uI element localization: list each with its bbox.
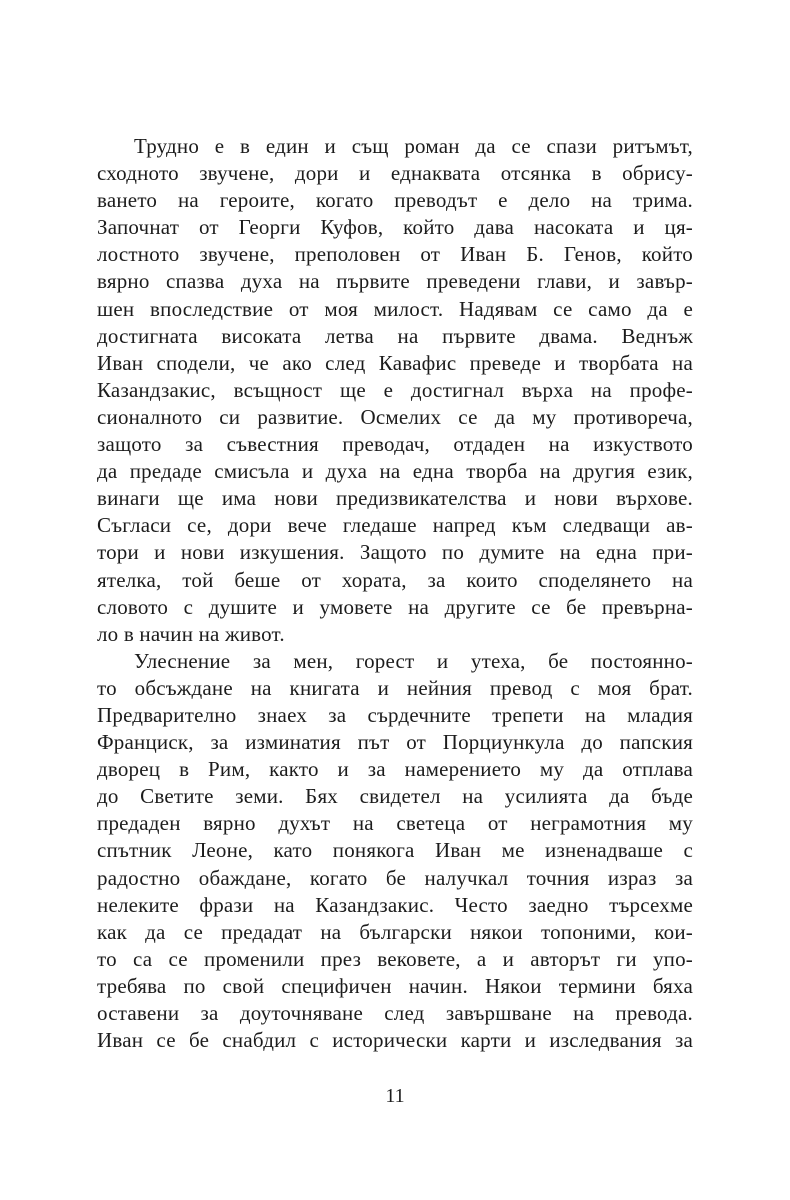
body-text	[97, 133, 693, 1054]
page-number: 11	[385, 1085, 405, 1107]
text-line: нелеките фрази на Казандзакис. Често заедно търсехме	[97, 892, 693, 917]
text-line: ването на героите, когато преводът е дело на трима.	[97, 188, 693, 213]
text-line: требява по свой специфичен начин. Някои термини бяха	[97, 973, 693, 998]
text-line: шен впоследствие от моя милост. Надявам се само да е	[97, 296, 693, 321]
text-line: Предварително знаех за сърдечните трепети на младия	[97, 702, 693, 727]
text-line: Иван се бе снабдил с исторически карти и изследвания за	[97, 1028, 693, 1053]
text-line: до Светите земи. Бях свидетел на усилията да бъде	[97, 784, 693, 809]
text-line: Франциск, за изминатия път от Порциункула до папския	[97, 730, 693, 755]
text-line: Улеснение за мен, горест и утеха, бе постоянно-	[134, 648, 693, 673]
text-line: оставени за доуточняване след завършване на превода.	[97, 1001, 693, 1025]
text-line: Съгласи се, дори вече гледаше напред към следващи ав-	[97, 513, 693, 538]
text-line: дворец в Рим, както и за намерението му да отплава	[97, 757, 693, 782]
text-line: Казандзакис, всъщност ще е достигнал върха на профе-	[97, 377, 693, 402]
text-line: тори и нови изкушения. Защото по думите на една при-	[97, 540, 693, 565]
text-line: то са се променили през вековете, а и авторът ги упо-	[97, 946, 693, 971]
text-line: достигната високата летва на първите двама. Веднъж	[97, 323, 693, 348]
text-line: радостно обаждане, когато бе налучкал точния израз за	[97, 865, 693, 890]
text-line: защото за съвестния преводач, отдаден на изкуството	[97, 432, 693, 457]
text-line: сходното звучене, дори и еднаквата отсянка в обрису-	[97, 161, 693, 186]
text-line: ло в начин на живот.	[97, 621, 285, 646]
text-line: вярно спазва духа на първите преведени глави, и завър-	[97, 269, 693, 294]
text-line: Започнат от Георги Куфов, който дава насоката и ця-	[97, 215, 693, 240]
text-line: предаден вярно духът на светеца от неграмотния му	[97, 811, 693, 836]
text-line: сионалното си развитие. Осмелих се да му противореча,	[97, 404, 693, 429]
text-line: винаги ще има нови предизвикателства и нови върхове.	[97, 486, 693, 511]
text-line: то обсъждане на книгата и нейния превод с моя брат.	[97, 675, 693, 700]
text-line: ятелка, той беше от хората, за които споделянето на	[97, 567, 693, 592]
text-line: лостното звучене, преполовен от Иван Б. Генов, който	[97, 242, 693, 267]
text-line: словото с душите и умовете на другите се бе превърна-	[97, 594, 693, 619]
text-line: как да се предадат на български някои топоними, кои-	[97, 919, 693, 944]
text-line: да предаде смисъла и духа на една творба на другия език,	[97, 459, 693, 484]
text-line: Иван сподели, че ако след Кавафис преведе и творбата на	[97, 350, 693, 375]
text-line: спътник Леоне, като понякога Иван ме изненадваше с	[97, 838, 693, 863]
text-line: Трудно е в един и същ роман да се спази ритъмът,	[134, 134, 693, 158]
